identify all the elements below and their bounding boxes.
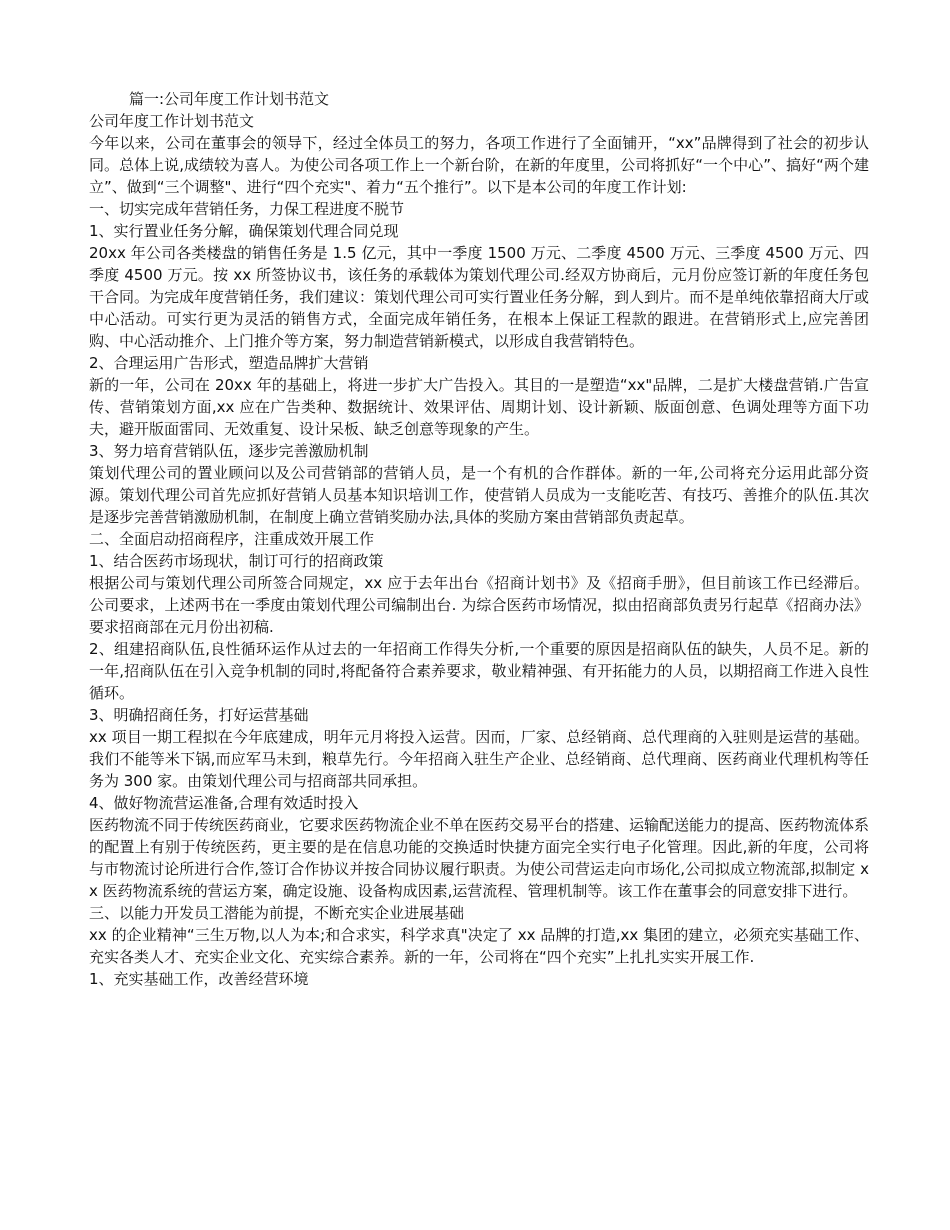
section-heading: 二、全面启动招商程序，注重成效开展工作 (89, 530, 375, 548)
document-subheader: 公司年度工作计划书范文 (89, 112, 255, 130)
paragraph: 医药物流不同于传统医药商业，它要求医药物流企业不单在医药交易平台的搭建、运输配送能力的提高、医药物流体系的配置上有别于传统医药，更主要的是在信息功能的交换适时快捷方面完全实行电子化管理。因此,新的年度，公司将与市物流讨论所进行合作,签订合作协议并按合同协议履行职责。为使公司营运走向市场化,公司拟成立物流部,拟制定 xx 医药物流系统的营运方案，确定设施、设备构成因素,运营流程、管理机制等。该工作在董事会的同意安排下进行。 (89, 816, 870, 900)
subsection-heading: 3、努力培育营销队伍，逐步完善激励机制 (89, 442, 369, 460)
subsection-heading: 1、充实基础工作，改善经营环境 (89, 970, 309, 988)
subsection-heading: 1、实行置业任务分解，确保策划代理合同兑现 (89, 222, 399, 240)
paragraph: 根据公司与策划代理公司所签合同规定，xx 应于去年出台《招商计划书》及《招商手册》，但目前该工作已经滞后。公司要求，上述两书在一季度由策划代理公司编制出台. 为综合医药市场情况，拟由招商部负责另行起草《招商办法》要求招商部在元月份出初稿. (89, 574, 869, 636)
document-header: 篇一:公司年度工作计划书范文 (129, 90, 330, 108)
paragraph: 新的一年，公司在 20xx 年的基础上，将进一步扩大广告投入。其目的一是塑造“xx"品牌，二是扩大楼盘营销.广告宣传、营销策划方面,xx 应在广告类种、数据统计、效果评估、周期计划、设计新颖、版面创意、色调处理等方面下功夫，避开版面雷同、无效重复、设计呆板、缺乏创意等现象的产生。 (89, 376, 869, 438)
paragraph: 20xx 年公司各类楼盘的销售任务是 1.5 亿元，其中一季度 1500 万元、二季度 4500 万元、三季度 4500 万元、四季度 4500 万元。按 xx 所签协议书，该任务的承载体为策划代理公司.经双方协商后，元月份应签订新的年度任务包干合同。为完成年度营销任务，我们建议：策划代理公司可实行置业任务分解，到人到片。而不是单纯依靠招商大厅或中心活动。可实行更为灵活的销售方式，全面完成年销任务，在根本上保证工程款的跟进。在营销形式上,应完善团购、中心活动推介、上门推介等方案，努力制造营销新模式，以形成自我营销特色。 (89, 244, 870, 350)
document-body (89, 88, 869, 990)
subsection-heading: 4、做好物流营运准备,合理有效适时投入 (89, 794, 359, 812)
section-heading: 一、切实完成年营销任务，力保工程进度不脱节 (89, 200, 405, 218)
subsection-heading: 2、合理运用广告形式，塑造品牌扩大营销 (89, 354, 369, 372)
subsection-heading: 1、结合医药市场现状，制订可行的招商政策 (89, 552, 384, 570)
paragraph: 策划代理公司的置业顾问以及公司营销部的营销人员，是一个有机的合作群体。新的一年,公司将充分运用此部分资源。策划代理公司首先应抓好营销人员基本知识培训工作，使营销人员成为一支能吃苦、有技巧、善推介的队伍.其次是逐步完善营销激励机制，在制度上确立营销奖励办法,具体的奖励方案由营销部负责起草。 (89, 464, 869, 526)
paragraph: xx 项目一期工程拟在今年底建成，明年元月将投入运营。因而，厂家、总经销商、总代理商的入驻则是运营的基础。我们不能等米下锅,而应军马未到，粮草先行。今年招商入驻生产企业、总经销商、总代理商、医药商业代理机构等任务为 300 家。由策划代理公司与招商部共同承担。 (89, 728, 869, 790)
paragraph: 2、组建招商队伍,良性循环运作从过去的一年招商工作得失分析,一个重要的原因是招商队伍的缺失，人员不足。新的一年,招商队伍在引入竞争机制的同时,将配备符合素养要求，敬业精神强、有开拓能力的人员，以期招商工作进入良性循环。 (89, 640, 869, 702)
section-heading: 三、以能力开发员工潜能为前提，不断充实企业进展基础 (89, 904, 465, 922)
subsection-heading: 3、明确招商任务，打好运营基础 (89, 706, 309, 724)
paragraph: xx 的企业精神“三生万物,以人为本;和合求实，科学求真"决定了 xx 品牌的打造,xx 集团的建立，必须充实基础工作、充实各类人才、充实企业文化、充实综合素养。新的一年，公司将在“四个充实”上扎扎实实开展工作. (89, 926, 869, 966)
paragraph: 今年以来，公司在董事会的领导下，经过全体员工的努力，各项工作进行了全面铺开，“xx”品牌得到了社会的初步认同。总体上说,成绩较为喜人。为使公司各项工作上一个新台阶，在新的年度里，公司将抓好“一个中心”、搞好“两个建立”、做到“三个调整"、进行“四个充实"、着力“五个推行”。以下是本公司的年度工作计划: (89, 134, 869, 196)
